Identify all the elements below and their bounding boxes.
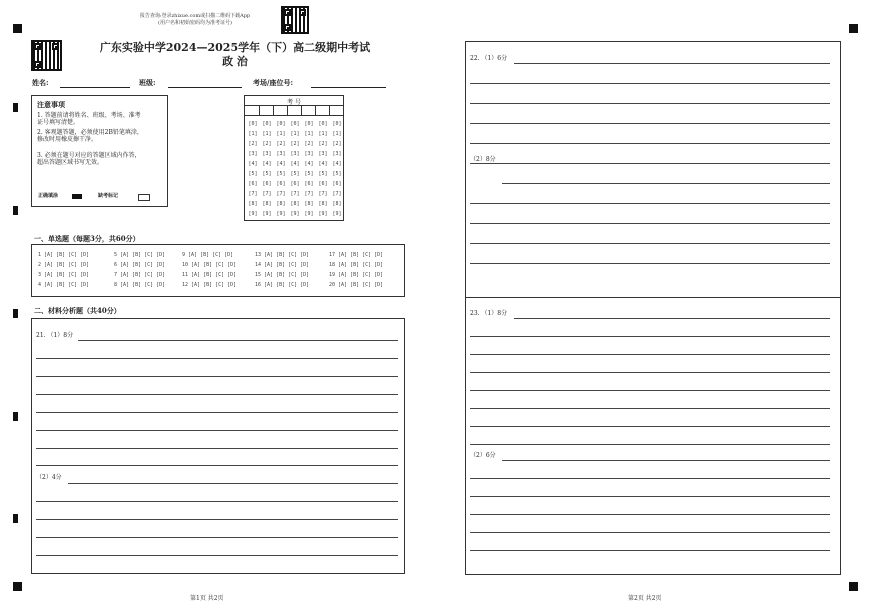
exam-digit-bubble[interactable]: [6] xyxy=(318,181,328,187)
choice-item[interactable]: 18 [A] [B] [C] [D] xyxy=(329,262,384,268)
exam-digit-bubble[interactable]: [1] xyxy=(276,131,286,137)
exam-digit-bubble[interactable]: [5] xyxy=(290,171,300,177)
answer-line[interactable] xyxy=(68,483,398,484)
exam-digit-bubble[interactable]: [5] xyxy=(318,171,328,177)
grid-rule xyxy=(259,105,260,115)
exam-digit-bubble[interactable]: [3] xyxy=(332,151,342,157)
answer-line[interactable] xyxy=(36,501,398,502)
choice-item[interactable]: 15 [A] [B] [C] [D] xyxy=(255,272,310,278)
exam-digit-bubble[interactable]: [3] xyxy=(262,151,272,157)
exam-digit-bubble[interactable]: [9] xyxy=(332,211,342,217)
exam-digit-bubble[interactable]: [3] xyxy=(276,151,286,157)
grid-rule xyxy=(273,105,274,115)
exam-number-grid xyxy=(244,95,344,221)
answer-line[interactable] xyxy=(36,519,398,520)
q23-part2-label: （2）6分 xyxy=(470,452,496,459)
exam-digit-bubble[interactable]: [6] xyxy=(290,181,300,187)
exam-digit-bubble[interactable]: [2] xyxy=(304,141,314,147)
choice-item[interactable]: 11 [A] [B] [C] [D] xyxy=(182,272,237,278)
exam-digit-bubble[interactable]: [2] xyxy=(262,141,272,147)
answer-line[interactable] xyxy=(470,103,830,104)
side-marker xyxy=(13,309,18,318)
page1-footer: 第1页 共2页 xyxy=(190,595,224,602)
exam-digit-bubble[interactable]: [7] xyxy=(318,191,328,197)
answer-line[interactable] xyxy=(470,408,830,409)
answer-line[interactable] xyxy=(502,460,830,461)
answer-line[interactable] xyxy=(470,263,830,264)
exam-digit-bubble[interactable]: [2] xyxy=(276,141,286,147)
single-choice-box xyxy=(31,244,405,297)
q21-part2-label: （2）4分 xyxy=(36,474,62,481)
answer-line[interactable] xyxy=(36,376,398,377)
seat-field[interactable] xyxy=(311,87,386,88)
exam-digit-bubble[interactable]: [8] xyxy=(318,201,328,207)
grid-rule xyxy=(301,105,302,115)
exam-digit-bubble[interactable]: [7] xyxy=(304,191,314,197)
student-qr-code xyxy=(31,40,62,71)
section2-title: 二、材料分析题（共40分） xyxy=(34,306,121,315)
choice-item[interactable]: 6 [A] [B] [C] [D] xyxy=(114,262,166,268)
exam-digit-bubble[interactable]: [4] xyxy=(262,161,272,167)
exam-digit-bubble[interactable]: [5] xyxy=(262,171,272,177)
correct-fill-sample xyxy=(72,194,82,199)
side-marker xyxy=(13,206,18,215)
exam-digit-bubble[interactable]: [6] xyxy=(304,181,314,187)
exam-digit-bubble[interactable]: [4] xyxy=(332,161,342,167)
exam-digit-bubble[interactable]: [3] xyxy=(290,151,300,157)
section1-title: 一、单选题（每题3分，共60分） xyxy=(34,234,140,243)
choice-item[interactable]: 1 [A] [B] [C] [D] xyxy=(38,252,90,258)
answer-line[interactable] xyxy=(36,394,398,395)
side-marker xyxy=(13,412,18,421)
class-label: 班级: xyxy=(139,78,156,87)
exam-digit-bubble[interactable]: [3] xyxy=(248,151,258,157)
answer-line[interactable] xyxy=(470,444,830,445)
grid-rule xyxy=(245,115,343,116)
exam-digit-bubble[interactable]: [9] xyxy=(262,211,272,217)
exam-digit-bubble[interactable]: [6] xyxy=(262,181,272,187)
side-marker xyxy=(13,514,18,523)
exam-digit-bubble[interactable]: [9] xyxy=(276,211,286,217)
answer-line[interactable] xyxy=(470,223,830,224)
answer-line[interactable] xyxy=(36,448,398,449)
choice-item[interactable]: 4 [A] [B] [C] [D] xyxy=(38,282,90,288)
exam-digit-bubble[interactable]: [9] xyxy=(304,211,314,217)
answer-box-21 xyxy=(31,318,405,574)
exam-digit-bubble[interactable]: [0] xyxy=(304,121,314,127)
choice-item[interactable]: 2 [A] [B] [C] [D] xyxy=(38,262,90,268)
answer-line[interactable] xyxy=(36,412,398,413)
exam-digit-bubble[interactable]: [2] xyxy=(290,141,300,147)
answer-line[interactable] xyxy=(36,537,398,538)
choice-item[interactable]: 20 [A] [B] [C] [D] xyxy=(329,282,384,288)
report-note-line2: (用户名和初始密码均为准考证号) xyxy=(158,20,232,26)
exam-number-column xyxy=(302,119,316,219)
exam-digit-bubble[interactable]: [4] xyxy=(318,161,328,167)
report-note-line1: 报告查询:登录zhixue.com或扫描二维码下载App xyxy=(139,13,251,19)
answer-line[interactable] xyxy=(470,143,830,144)
name-label: 姓名: xyxy=(32,78,49,87)
exam-digit-bubble[interactable]: [6] xyxy=(276,181,286,187)
grid-rule xyxy=(329,105,330,115)
answer-line[interactable] xyxy=(36,555,398,556)
exam-digit-bubble[interactable]: [9] xyxy=(318,211,328,217)
choice-item[interactable]: 17 [A] [B] [C] [D] xyxy=(329,252,384,258)
exam-digit-bubble[interactable]: [5] xyxy=(248,171,258,177)
answer-line[interactable] xyxy=(36,358,398,359)
exam-number-column xyxy=(330,119,344,219)
exam-digit-bubble[interactable]: [4] xyxy=(290,161,300,167)
notice-box xyxy=(31,95,168,207)
exam-digit-bubble[interactable]: [8] xyxy=(262,201,272,207)
answer-line[interactable] xyxy=(78,340,398,341)
corner-marker xyxy=(13,582,22,591)
exam-digit-bubble[interactable]: [7] xyxy=(276,191,286,197)
choice-item[interactable]: 16 [A] [B] [C] [D] xyxy=(255,282,310,288)
exam-title: 广东实验中学2024—2025学年（下）高二级期中考试 xyxy=(99,41,371,54)
exam-digit-bubble[interactable]: [0] xyxy=(290,121,300,127)
answer-line[interactable] xyxy=(470,496,830,497)
choice-item[interactable]: 5 [A] [B] [C] [D] xyxy=(114,252,166,258)
answer-line[interactable] xyxy=(470,83,830,84)
choice-item[interactable]: 8 [A] [B] [C] [D] xyxy=(114,282,166,288)
exam-digit-bubble[interactable]: [1] xyxy=(332,131,342,137)
exam-digit-bubble[interactable]: [0] xyxy=(332,121,342,127)
side-marker xyxy=(13,103,18,112)
exam-digit-bubble[interactable]: [5] xyxy=(304,171,314,177)
choice-item[interactable]: 7 [A] [B] [C] [D] xyxy=(114,272,166,278)
answer-line[interactable] xyxy=(470,203,830,204)
exam-digit-bubble[interactable]: [7] xyxy=(262,191,272,197)
answer-line[interactable] xyxy=(470,123,830,124)
answer-line[interactable] xyxy=(470,478,830,479)
exam-digit-bubble[interactable]: [5] xyxy=(332,171,342,177)
exam-digit-bubble[interactable]: [1] xyxy=(304,131,314,137)
answer-line[interactable] xyxy=(470,336,830,337)
q23-part1-label: 23. （1）8分 xyxy=(470,310,508,317)
choice-item[interactable]: 13 [A] [B] [C] [D] xyxy=(255,252,310,258)
choice-item[interactable]: 9 [A] [B] [C] [D] xyxy=(182,252,234,258)
correct-fill-label: 正确填涂 xyxy=(38,193,59,199)
exam-number-column xyxy=(316,119,330,219)
app-download-qr-code xyxy=(281,6,309,34)
notice-title: 注意事项 xyxy=(37,100,65,109)
notice-item: 2. 客观题答题，必须使用2B铅笔填涂，修改时用橡皮擦干净。 xyxy=(37,129,143,143)
name-field[interactable] xyxy=(60,87,130,88)
answer-line[interactable] xyxy=(470,532,830,533)
corner-marker xyxy=(849,24,858,33)
exam-digit-bubble[interactable]: [0] xyxy=(248,121,258,127)
choice-item[interactable]: 14 [A] [B] [C] [D] xyxy=(255,262,310,268)
exam-digit-bubble[interactable]: [3] xyxy=(304,151,314,157)
corner-marker xyxy=(849,582,858,591)
exam-digit-bubble[interactable]: [7] xyxy=(248,191,258,197)
answer-line[interactable] xyxy=(470,354,830,355)
exam-digit-bubble[interactable]: [6] xyxy=(248,181,258,187)
exam-digit-bubble[interactable]: [4] xyxy=(276,161,286,167)
exam-digit-bubble[interactable]: [8] xyxy=(290,201,300,207)
exam-digit-bubble[interactable]: [1] xyxy=(318,131,328,137)
exam-digit-bubble[interactable]: [0] xyxy=(276,121,286,127)
exam-digit-bubble[interactable]: [0] xyxy=(262,121,272,127)
answer-line[interactable] xyxy=(470,372,830,373)
exam-digit-bubble[interactable]: [9] xyxy=(290,211,300,217)
exam-digit-bubble[interactable]: [2] xyxy=(332,141,342,147)
answer-line[interactable] xyxy=(502,183,830,184)
exam-digit-bubble[interactable]: [9] xyxy=(248,211,258,217)
page2-footer: 第2页 共2页 xyxy=(628,595,662,602)
seat-label: 考场/座位号: xyxy=(253,78,294,87)
exam-digit-bubble[interactable]: [8] xyxy=(304,201,314,207)
q22-part1-label: 22. （1）6分 xyxy=(470,55,508,62)
absent-mark-box[interactable] xyxy=(138,194,150,201)
exam-digit-bubble[interactable]: [3] xyxy=(318,151,328,157)
answer-line[interactable] xyxy=(470,163,830,164)
notice-item: 3. 必须在题号对应的答题区域内作答，超出答题区域书写无效。 xyxy=(37,152,141,166)
q22-part2-label: （2）8分 xyxy=(470,156,496,163)
exam-digit-bubble[interactable]: [7] xyxy=(332,191,342,197)
exam-digit-bubble[interactable]: [1] xyxy=(262,131,272,137)
q21-part1-label: 21. （1）8分 xyxy=(36,332,74,339)
exam-digit-bubble[interactable]: [8] xyxy=(332,201,342,207)
exam-digit-bubble[interactable]: [2] xyxy=(318,141,328,147)
answer-line[interactable] xyxy=(514,63,830,64)
exam-number-column xyxy=(288,119,302,219)
choice-item[interactable]: 19 [A] [B] [C] [D] xyxy=(329,272,384,278)
exam-digit-bubble[interactable]: [8] xyxy=(276,201,286,207)
answer-line[interactable] xyxy=(36,465,398,466)
answer-line[interactable] xyxy=(470,243,830,244)
answer-line[interactable] xyxy=(470,426,830,427)
subject-title: 政 治 xyxy=(222,55,248,68)
absent-mark-label: 缺考标记 xyxy=(98,193,119,199)
exam-number-column xyxy=(274,119,288,219)
exam-digit-bubble[interactable]: [0] xyxy=(318,121,328,127)
grid-rule xyxy=(287,105,288,115)
answer-line[interactable] xyxy=(36,430,398,431)
answer-box-22 xyxy=(465,41,841,298)
exam-number-column xyxy=(246,119,260,219)
corner-marker xyxy=(13,24,22,33)
exam-digit-bubble[interactable]: [6] xyxy=(332,181,342,187)
answer-line[interactable] xyxy=(470,390,830,391)
exam-digit-bubble[interactable]: [2] xyxy=(248,141,258,147)
exam-digit-bubble[interactable]: [4] xyxy=(248,161,258,167)
exam-digit-bubble[interactable]: [4] xyxy=(304,161,314,167)
choice-item[interactable]: 12 [A] [B] [C] [D] xyxy=(182,282,237,288)
answer-line[interactable] xyxy=(514,318,830,319)
exam-digit-bubble[interactable]: [5] xyxy=(276,171,286,177)
exam-digit-bubble[interactable]: [1] xyxy=(248,131,258,137)
exam-number-column xyxy=(260,119,274,219)
exam-digit-bubble[interactable]: [1] xyxy=(290,131,300,137)
exam-digit-bubble[interactable]: [7] xyxy=(290,191,300,197)
answer-line[interactable] xyxy=(470,514,830,515)
choice-item[interactable]: 3 [A] [B] [C] [D] xyxy=(38,272,90,278)
answer-box-23 xyxy=(465,297,841,575)
exam-number-label: 考 号 xyxy=(287,99,301,106)
class-field[interactable] xyxy=(168,87,242,88)
exam-digit-bubble[interactable]: [8] xyxy=(248,201,258,207)
choice-item[interactable]: 10 [A] [B] [C] [D] xyxy=(182,262,237,268)
grid-rule xyxy=(315,105,316,115)
answer-line[interactable] xyxy=(470,550,830,551)
notice-item: 1. 答题前请将姓名、班级、考场、准考证号填写清楚。 xyxy=(37,112,141,126)
